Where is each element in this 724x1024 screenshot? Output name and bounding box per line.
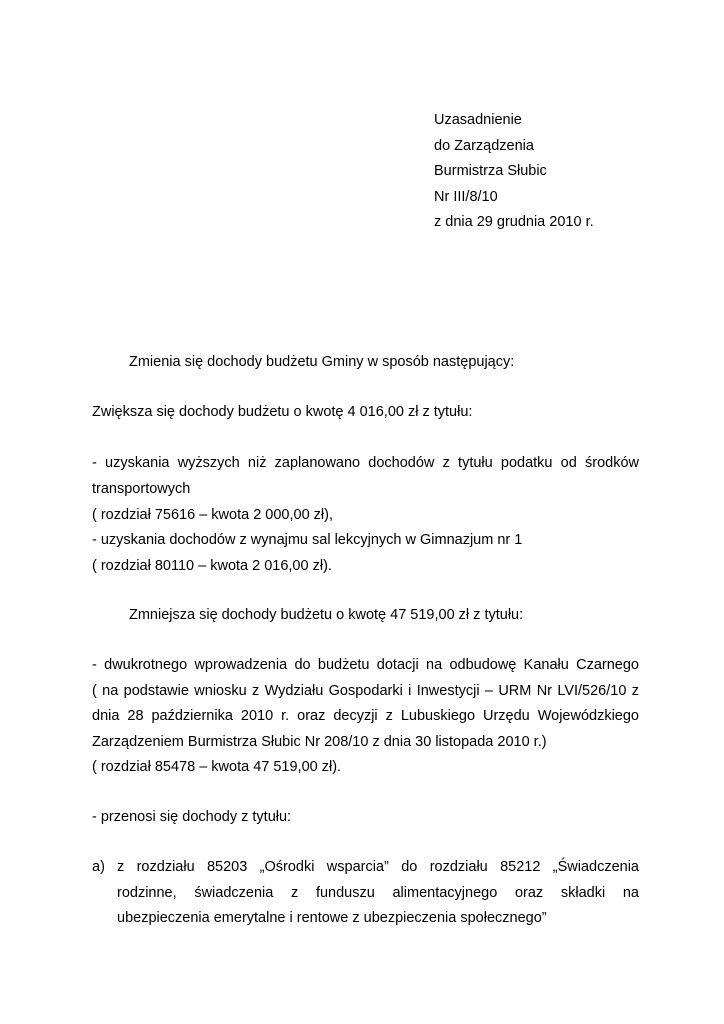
increase-item1-line1: - uzyskania wyższych niż zaplanowano dochodów z tytułu podatku od środków (92, 455, 639, 471)
header-issuer: Burmistrza Słubic (434, 163, 547, 179)
intro-paragraph: Zmienia się dochody budżetu Gminy w sposób następujący: (129, 354, 515, 370)
header-number: Nr III/8/10 (434, 188, 498, 205)
document-header (434, 108, 594, 236)
increase-item1-line3: ( rozdział 75616 – kwota 2 000,00 zł), (92, 507, 333, 523)
transfer-item-a-line1: z rozdziału 85203 „Ośrodki wsparcia” do rozdziału 85212 „Świadczenia (117, 859, 639, 875)
transfer-item-a-line2: rodzinne, świadczenia z funduszu alimentacyjnego oraz składki na (117, 885, 639, 901)
decrease-line5: ( rozdział 85478 – kwota 47 519,00 zł). (92, 759, 342, 775)
header-reference: do Zarządzenia (434, 137, 534, 154)
header-date: z dnia 29 grudnia 2010 r. (434, 214, 594, 230)
decrease-heading: Zmniejsza się dochody budżetu o kwotę 47 519,00 zł z tytułu: (129, 607, 524, 623)
transfer-heading: - przenosi się dochody z tytułu: (92, 809, 292, 825)
increase-item1-line2: transportowych (92, 481, 191, 497)
decrease-line4: Zarządzeniem Burmistrza Słubic Nr 208/10 z dnia 30 listopada 2010 r.) (92, 734, 547, 750)
increase-item2-line2: ( rozdział 80110 – kwota 2 016,00 zł). (92, 558, 332, 574)
decrease-line3: dnia 28 października 2010 r. oraz decyzji z Lubuskiego Urzędu Wojewódzkiego (92, 708, 639, 724)
decrease-line2: ( na podstawie wniosku z Wydziału Gospodarki i Inwestycji – URM Nr LVI/526/10 z (92, 683, 639, 699)
list-marker: a) (92, 859, 105, 875)
transfer-item-a-line3: ubezpieczenia emerytalne i rentowe z ubezpieczenia społecznego” (117, 910, 547, 926)
increase-item2-line1: - uzyskania dochodów z wynajmu sal lekcyjnych w Gimnazjum nr 1 (92, 532, 523, 548)
header-title: Uzasadnienie (434, 112, 522, 128)
decrease-line1: - dwukrotnego wprowadzenia do budżetu dotacji na odbudowę Kanału Czarnego (92, 657, 639, 673)
increase-heading: Zwiększa się dochody budżetu o kwotę 4 016,00 zł z tytułu: (92, 404, 473, 420)
